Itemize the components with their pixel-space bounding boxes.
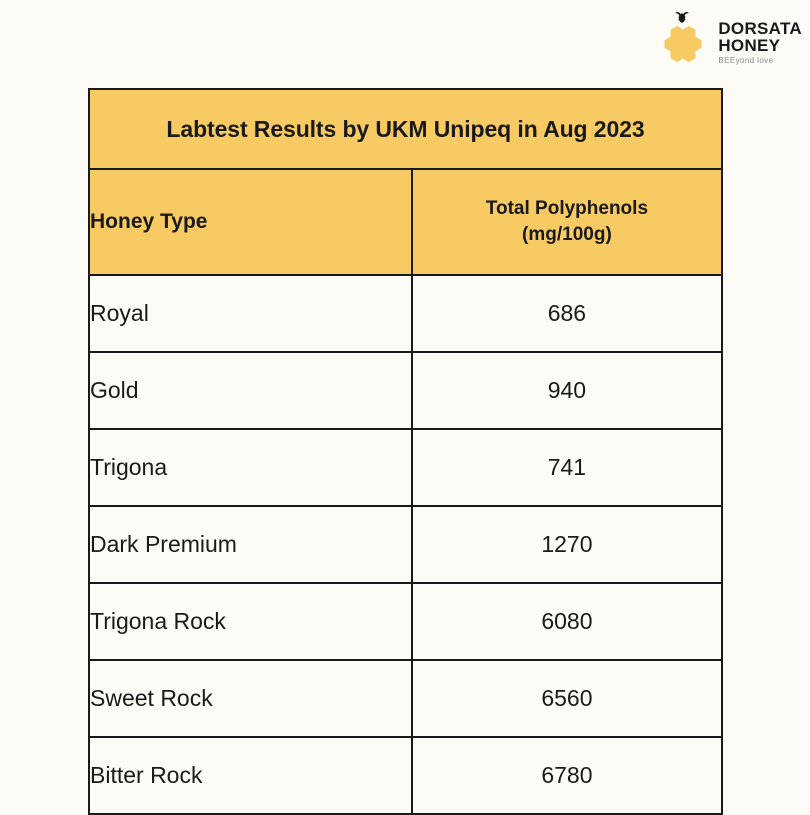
- table-row: [89, 737, 722, 814]
- column-header-honey-type: Honey Type: [89, 169, 412, 275]
- labtest-table: [88, 88, 723, 815]
- cell-polyphenols: 6080: [412, 583, 722, 660]
- brand-name-line1: DORSATA: [718, 18, 802, 38]
- cell-polyphenols: 6560: [412, 660, 722, 737]
- table-title-row: [89, 89, 722, 169]
- table-row: [89, 660, 722, 737]
- cell-honey-type: Trigona: [89, 429, 412, 506]
- brand-logo: [654, 10, 802, 68]
- table-row: [89, 583, 722, 660]
- brand-name-line2: HONEY: [718, 35, 781, 55]
- cell-polyphenols: 1270: [412, 506, 722, 583]
- cell-honey-type: Bitter Rock: [89, 737, 412, 814]
- cell-polyphenols: 6780: [412, 737, 722, 814]
- cell-honey-type: Royal: [89, 275, 412, 352]
- brand-tagline: BEEyond love: [718, 55, 774, 65]
- table-row: [89, 429, 722, 506]
- cell-honey-type: Trigona Rock: [89, 583, 412, 660]
- column-header-total-polyphenols: [412, 169, 722, 275]
- bee-icon: [675, 12, 689, 23]
- table-header-row: [89, 169, 722, 275]
- column-header-polyphenols-line2: (mg/100g): [522, 224, 612, 245]
- table-title: Labtest Results by UKM Unipeq in Aug 2023: [89, 89, 722, 169]
- table-row: [89, 506, 722, 583]
- table-row: [89, 352, 722, 429]
- honeycomb-icon: [654, 10, 710, 68]
- column-header-polyphenols-line1: Total Polyphenols: [485, 198, 649, 220]
- table-row: [89, 275, 722, 352]
- cell-polyphenols: 940: [412, 352, 722, 429]
- cell-honey-type: Sweet Rock: [89, 660, 412, 737]
- cell-honey-type: Dark Premium: [89, 506, 412, 583]
- cell-polyphenols: 741: [412, 429, 722, 506]
- brand-text: [718, 14, 802, 65]
- labtest-table-container: [88, 88, 723, 815]
- cell-honey-type: Gold: [89, 352, 412, 429]
- cell-polyphenols: 686: [412, 275, 722, 352]
